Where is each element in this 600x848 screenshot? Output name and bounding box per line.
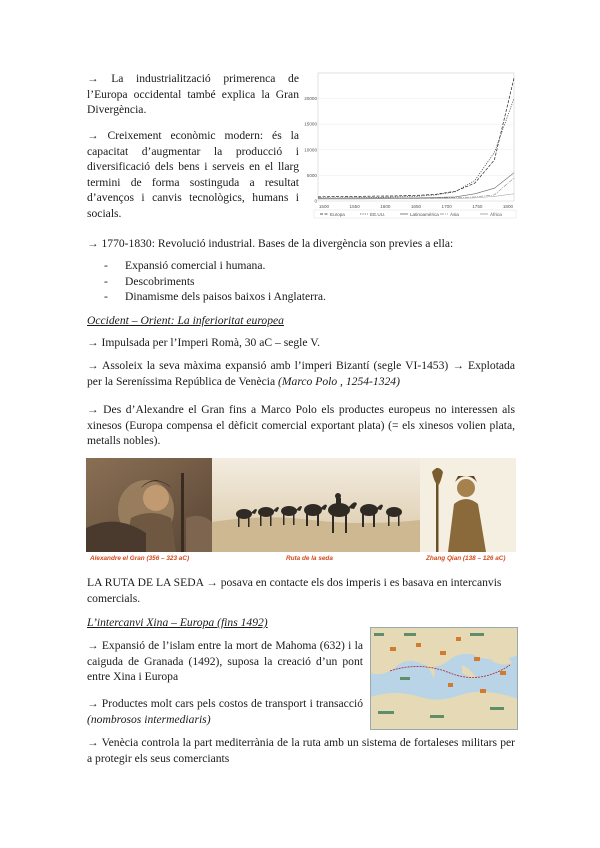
silk-road-banner xyxy=(86,458,516,566)
chart-x-tick-label: 1650 xyxy=(410,204,422,209)
chart-legend-label: Àsia xyxy=(450,212,459,217)
intro-paragraph-2: → Creixement econòmic modern: és la capacitat d’augmentar la producció i diversificació dels bens i serveis en el llarg termini de forma sostinguda a resultat d’avenços i canvis tecnològics, humans i socials. xyxy=(87,129,299,220)
intro-paragraph-1: → La industrialització primerenca de l’Europa occidental també explica la Gran Divergència. xyxy=(87,72,299,117)
section2-paragraph-3: → Venècia controla la part mediterrània de la ruta amb un sistema de fortaleses militars per a protegir els seus comerciants xyxy=(87,736,515,765)
chart-x-tick-label: 1750 xyxy=(472,204,483,209)
chart-y-tick-label: 10000 xyxy=(304,147,317,153)
intermediaries-note: (nombrosos intermediaris) xyxy=(87,712,211,726)
chart-legend-label: EE.UU. xyxy=(370,212,386,217)
caption-zhang-qian: Zhang Qian (138 – 126 aC) xyxy=(426,555,506,562)
silk-road-banner-image xyxy=(86,458,516,566)
chart-y-tick-label: 15000 xyxy=(304,121,317,127)
chart-x-tick-label: 1700 xyxy=(441,204,452,209)
caption-alexander: Alexandre el Gran (356 – 323 aC) xyxy=(90,555,190,562)
chart-y-tick-label: 5000 xyxy=(306,172,317,178)
revolution-bullet-list xyxy=(104,258,504,305)
section2-paragraph-2 xyxy=(87,696,363,727)
chart-x-tick-label: 1800 xyxy=(502,204,514,209)
gdp-chart xyxy=(304,67,520,219)
chart-x-tick-label: 1500 xyxy=(318,204,330,209)
chart-legend-label: Europa xyxy=(330,212,345,217)
section-heading-occident-orient: Occident – Orient: La inferioritat europea xyxy=(87,314,284,327)
bullet-item: - Expansió comercial i humana. xyxy=(104,258,504,274)
marco-polo-note: (Marco Polo , 1254-1324) xyxy=(278,374,400,388)
chart-legend-label: Àfrica xyxy=(490,212,502,217)
section1-paragraph-1: → Impulsada per l’Imperi Romà, 30 aC – segle V. xyxy=(87,336,321,349)
chart-x-tick-label: 1600 xyxy=(380,204,391,209)
mediterranean-trade-map xyxy=(370,627,518,730)
section1-paragraph-2-main: → Assoleix la seva màxima expansió amb l’imperi Bizantí (segle VI-1453) → Explotada per la Sereníssima República de Venècia xyxy=(87,359,515,388)
bullet-item: - Dinamisme dels paisos baixos i Anglaterra. xyxy=(104,289,504,305)
alexander-face xyxy=(143,485,169,511)
section2-paragraph-2-main: → Productes molt cars pels costos de transport i transacció xyxy=(87,697,363,710)
caption-silk-road: Ruta de la seda xyxy=(286,555,333,562)
section1-paragraph-3: → Des d’Alexandre el Gran fins a Marco Polo els productes europeus no interessen als xinesos (Europa compensa el dèficit comercial exportant plata) (= els xinesos volien plata, metalls nobles). xyxy=(87,403,515,448)
chart-y-tick-label: 20000 xyxy=(304,96,317,102)
revolution-text: → 1770-1830: Revolució industrial. Bases de la divergència son previes a ella: xyxy=(87,237,454,250)
section2-paragraph-1: → Expansió de l’islam entre la mort de Mahoma (632) i la caiguda de Granada (1492), suposa la creació d’un pont entre Xina i Europa xyxy=(87,639,363,684)
chart-x-tick-label: 1550 xyxy=(349,204,360,209)
gdp-chart-svg xyxy=(304,67,520,219)
bullet-item: - Descobriments xyxy=(104,274,504,290)
section-heading-xina-europa: L’intercanvi Xina – Europa (fins 1492) xyxy=(87,616,268,629)
section1-paragraph-2 xyxy=(87,358,515,389)
chart-legend-label: Latinoamèrica xyxy=(410,212,439,217)
chart-y-tick-label: 0 xyxy=(314,198,317,204)
mediterranean-trade-map-image xyxy=(370,627,518,730)
silk-road-paragraph: LA RUTA DE LA SEDA → posava en contacte els dos imperis i es basava en intercanvis comercials. xyxy=(87,576,502,605)
